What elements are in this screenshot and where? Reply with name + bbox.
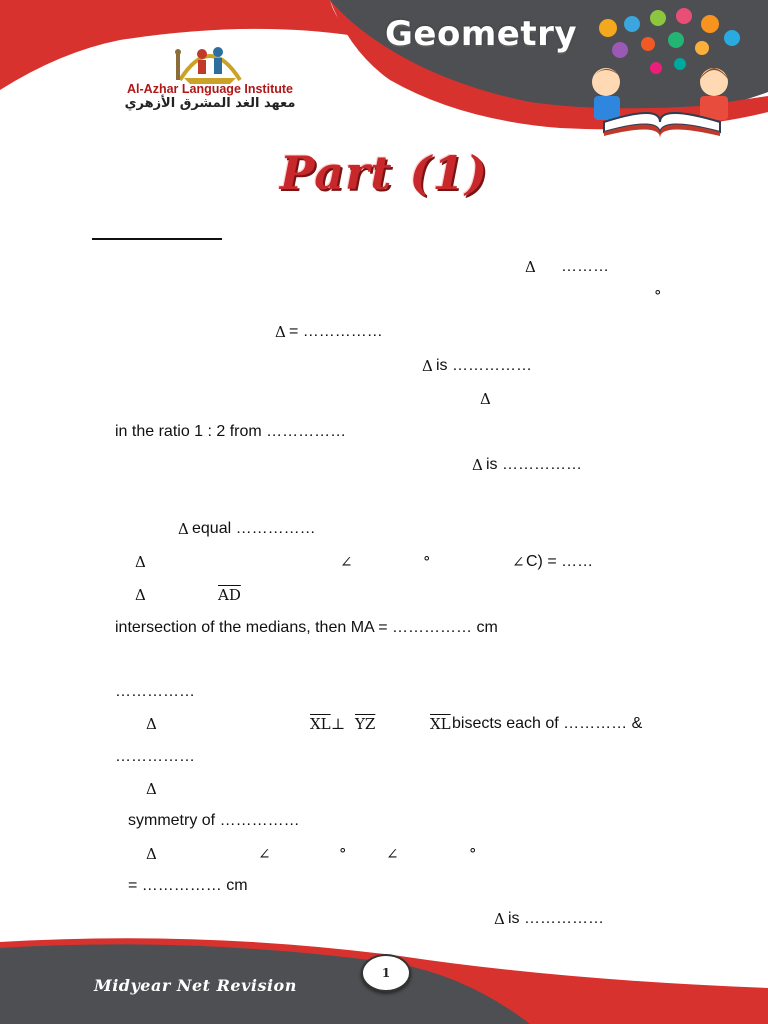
- footer-label: Midyear Net Revision: [94, 976, 297, 995]
- question-line-9-part: °: [423, 553, 431, 571]
- question-line-13-part: Δ: [146, 715, 157, 733]
- question-line-13-part: $\overline{XL}$: [430, 715, 451, 733]
- question-line-1-part: Δ: [525, 258, 536, 276]
- question-line-17-part: ∠: [386, 845, 399, 863]
- question-line-3-part: = ……………: [289, 323, 383, 340]
- question-line-9-part: ∠: [340, 553, 353, 571]
- question-line-8-part: equal ……………: [192, 520, 316, 537]
- question-line-13-part: bisects each of ………… &: [452, 715, 643, 732]
- question-line-7-part: Δ: [472, 456, 483, 474]
- question-line-18-part: = …………… cm: [128, 877, 248, 894]
- page-number-badge: 1: [361, 954, 411, 992]
- question-line-17-part: °: [339, 845, 347, 863]
- section-underline: [92, 238, 222, 240]
- question-line-13-part: $\overline{XL}$: [310, 715, 331, 733]
- question-line-4-part: Δ: [422, 357, 433, 375]
- question-line-17-part: ∠: [258, 845, 271, 863]
- institute-logo: [120, 34, 300, 124]
- question-line-16-part: symmetry of ……………: [128, 812, 300, 829]
- question-line-17-part: Δ: [146, 845, 157, 863]
- question-line-2-part: °: [654, 287, 662, 305]
- question-line-15-part: Δ: [146, 780, 157, 798]
- question-line-13-part: ⊥: [331, 715, 346, 733]
- subject-title: Geometry: [385, 14, 577, 54]
- question-line-10-part: $\overline{AD}$: [218, 586, 241, 604]
- question-line-13-part: $\overline{YZ}$: [355, 715, 376, 733]
- question-line-11-part: intersection of the medians, then MA = …………… cm: [115, 619, 498, 636]
- question-line-8-part: Δ: [178, 520, 189, 538]
- kids-book-illustration-icon: [560, 4, 760, 140]
- part-title: Part (1): [279, 146, 489, 200]
- question-line-10-part: Δ: [135, 586, 146, 604]
- question-line-9-part: C) = ……: [526, 553, 594, 570]
- logo-arabic-text: معهد الغد المشرق الأزهري: [124, 96, 296, 111]
- question-line-19-part: Δ: [494, 910, 505, 928]
- question-line-19-part: is ……………: [508, 910, 604, 927]
- logo-emblem-icon: [170, 34, 250, 86]
- question-line-9-part: ∠: [512, 553, 525, 571]
- question-line-9-part: Δ: [135, 553, 146, 571]
- question-line-4-part: is ……………: [436, 357, 532, 374]
- question-line-1-part: ………: [561, 258, 609, 275]
- question-line-14-part: ……………: [115, 748, 195, 765]
- question-line-7-part: is ……………: [486, 456, 582, 473]
- question-line-17-part: °: [469, 845, 477, 863]
- question-line-3-part: Δ: [275, 323, 286, 341]
- logo-english-text: Al-Azhar Language Institute: [127, 82, 293, 96]
- question-line-6-part: in the ratio 1 : 2 from ……………: [115, 423, 347, 440]
- question-line-12-part: ……………: [115, 683, 195, 700]
- question-line-5-part: Δ: [480, 390, 491, 408]
